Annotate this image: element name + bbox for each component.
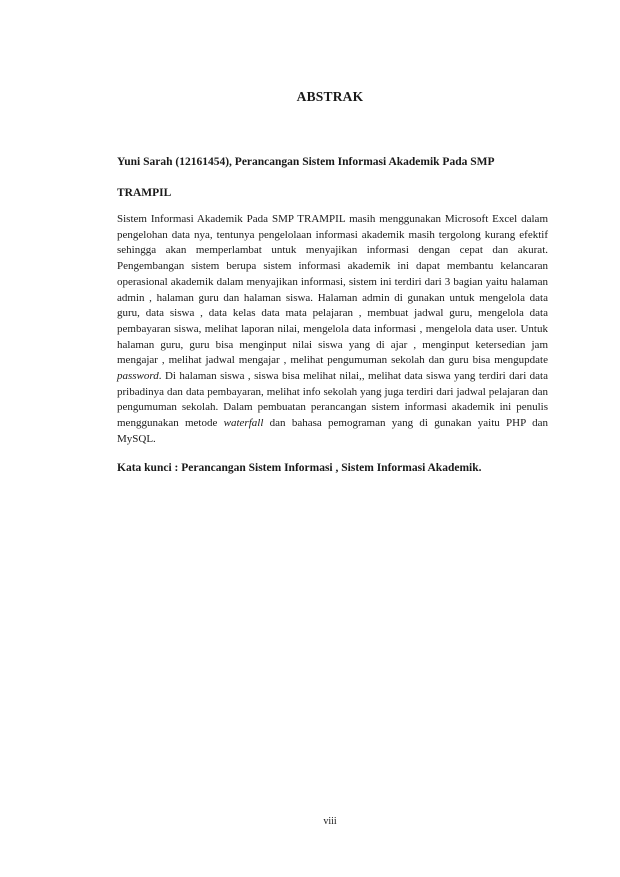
abstract-paragraph [117, 212, 548, 448]
page-number: viii [323, 816, 337, 827]
abstract-italic-password: password [117, 370, 159, 383]
author-title-line: Yuni Sarah (12161454), Perancangan Sistem Informasi Akademik Pada SMP [117, 156, 495, 168]
abstract-text-part-2: . Di halaman siswa , siswa bisa melihat nilai,, melihat data siswa yang terdiri dari data pribadinya dan data pembayaran, melihat info sekolah yang juga terdiri dari jadwal pelajaran dan pengumuman sekolah. Dalam pembuatan perancangan sistem informasi akademik ini penulis menggunakan metode [117, 370, 548, 430]
abstract-text-part-3: dan bahasa pemograman yang di gunakan yaitu PHP dan MySQL. [117, 417, 548, 445]
page-title: ABSTRAK [296, 89, 364, 104]
abstract-italic-waterfall: waterfall [223, 417, 264, 430]
keywords-line: Kata kunci : Perancangan Sistem Informasi , Sistem Informasi Akademik. [117, 462, 482, 474]
abstract-text-part-1: Sistem Informasi Akademik Pada SMP TRAMPIL masih menggunakan Microsoft Excel dalam pengelohan data nya, tentunya pengelolaan informasi akademik masih tergolong kurang efektif sehingga akan memperlambat untuk menyajikan informasi dengan cepat dan akurat. Pengembangan sistem berupa sistem informasi akademik ini dapat membantu kelancaran operasional akademik dalam menyajikan informasi, sistem ini terdiri dari 3 bagian yaitu halaman admin , halaman guru dan halaman siswa. Halaman admin di gunakan untuk mengelola data guru, data siswa , data kelas data mata pelajaran , membuat jadwal guru, mengelola data pembayaran siswa, melihat laporan nilai, mengelola data informasi , mengelola data user. Untuk halaman guru, guru bisa menginput nilai siswa yang di ajar , menginput ketersedian jam mengajar , melihat jadwal mengajar , melihat pengumuman sekolah dan guru bisa mengupdate [117, 213, 548, 367]
author-title-line-continued: TRAMPIL [117, 187, 172, 199]
